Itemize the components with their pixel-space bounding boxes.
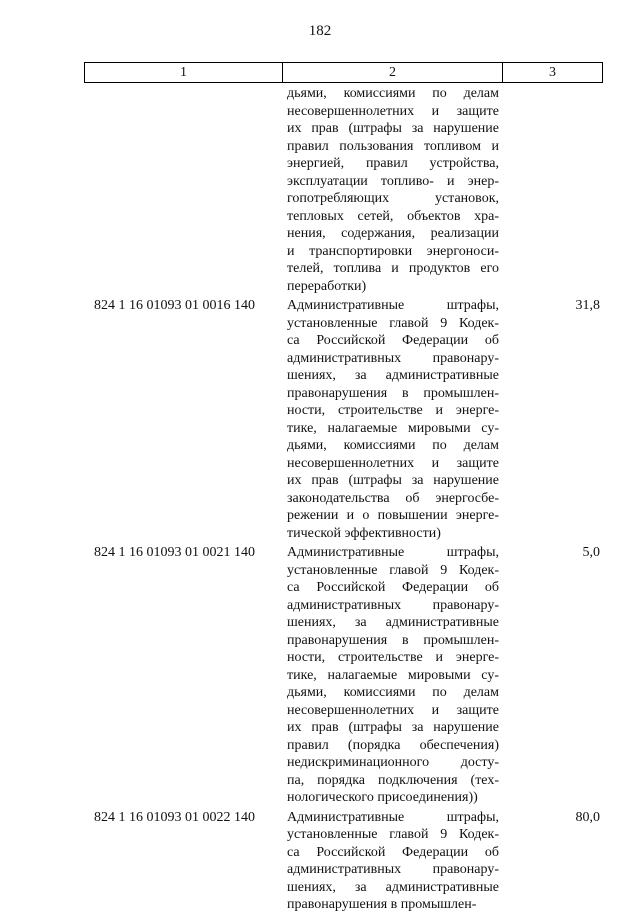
description-line: дьями, комиссиями по делам [287, 86, 499, 101]
row-code: 824 1 16 01093 01 0016 140 [94, 298, 255, 313]
description-line: недискриминационного досту- [287, 755, 499, 770]
description-line: Административные штрафы, [287, 809, 499, 825]
description-line: установленные главой 9 Кодек- [287, 315, 499, 331]
description-line: дьями, комиссиями по делам [287, 685, 499, 700]
description-line: Административные штрафы, [287, 298, 499, 313]
description-line: тепловых сетей, объектов хра- [287, 208, 499, 224]
description-line: переработки) [287, 278, 367, 294]
description-line: шениях, за административные [287, 368, 499, 383]
description-line: нения, содержания, реализации [287, 226, 499, 241]
description-line: их прав (штрафы за нарушение [287, 121, 499, 136]
description-line: правил пользования топливом и [287, 138, 499, 154]
description-line: шениях, за административные [287, 615, 499, 630]
row-description [287, 544, 499, 807]
row-code: 824 1 16 01093 01 0021 140 [94, 545, 255, 560]
row-value: 31,8 [575, 298, 600, 313]
header-col-2: 2 [283, 63, 503, 83]
row-code: 824 1 16 01093 01 0022 140 [94, 809, 255, 825]
description-line: административных правонару- [287, 862, 499, 877]
description-line: их прав (штрафы за нарушение [287, 473, 499, 488]
description-line: их прав (штрафы за нарушение [287, 720, 499, 735]
description-line: правонарушения в промышлен- [287, 385, 499, 401]
row-description [287, 297, 499, 542]
description-line: несовершеннолетних и защите [287, 702, 499, 718]
description-line: тике, налагаемые мировыми су- [287, 420, 499, 436]
table-row [0, 544, 640, 807]
description-line: са Российской Федерации об [287, 580, 499, 595]
table-row [0, 297, 640, 542]
table-row [0, 809, 640, 914]
description-line: са Российской Федерации об [287, 333, 499, 348]
row-description [287, 809, 499, 914]
table-header [84, 62, 603, 83]
description-line: режении и о повышении энерге- [287, 508, 499, 523]
page-number: 182 [308, 23, 332, 39]
description-line: па, порядка подключения (тех- [287, 772, 499, 788]
description-line: установленные главой 9 Кодек- [287, 562, 499, 578]
description-line: несовершеннолетних и защите [287, 455, 499, 471]
description-line: ности, строительстве и энерге- [287, 650, 499, 665]
description-line: правонарушения в промышлен- [287, 897, 477, 912]
description-line: установленные главой 9 Кодек- [287, 827, 499, 842]
description-line: телей, топлива и продуктов его [287, 261, 499, 276]
description-line: гопотребляющих установок, [287, 191, 499, 206]
description-line: энергией, правил устройства, [287, 156, 499, 171]
description-line: правонарушения в промышлен- [287, 632, 499, 648]
description-line: ности, строительстве и энерге- [287, 403, 499, 418]
description-line: нологического присоединения)) [287, 790, 478, 805]
row-value: 80,0 [575, 809, 600, 825]
description-line: шениях, за административные [287, 879, 499, 895]
description-line: законодательства об энергосбе- [287, 490, 499, 506]
header-col-3: 3 [503, 63, 603, 83]
description-line: дьями, комиссиями по делам [287, 438, 499, 453]
description-line: и транспортировки энергоноси- [287, 243, 499, 259]
header-col-1: 1 [85, 63, 283, 83]
row-value: 5,0 [582, 545, 600, 560]
table-body [0, 85, 640, 914]
description-line: административных правонару- [287, 350, 499, 366]
description-line: административных правонару- [287, 597, 499, 613]
description-line: тике, налагаемые мировыми су- [287, 667, 499, 683]
description-line: эксплуатации топливо- и энер- [287, 173, 499, 189]
table-row [0, 85, 640, 295]
description-line: са Российской Федерации об [287, 844, 499, 860]
description-line: Административные штрафы, [287, 545, 499, 560]
description-line: правил (порядка обеспечения) [287, 737, 499, 753]
description-line: несовершеннолетних и защите [287, 103, 499, 119]
description-line: тической эффективности) [287, 525, 441, 541]
row-description [287, 85, 499, 295]
